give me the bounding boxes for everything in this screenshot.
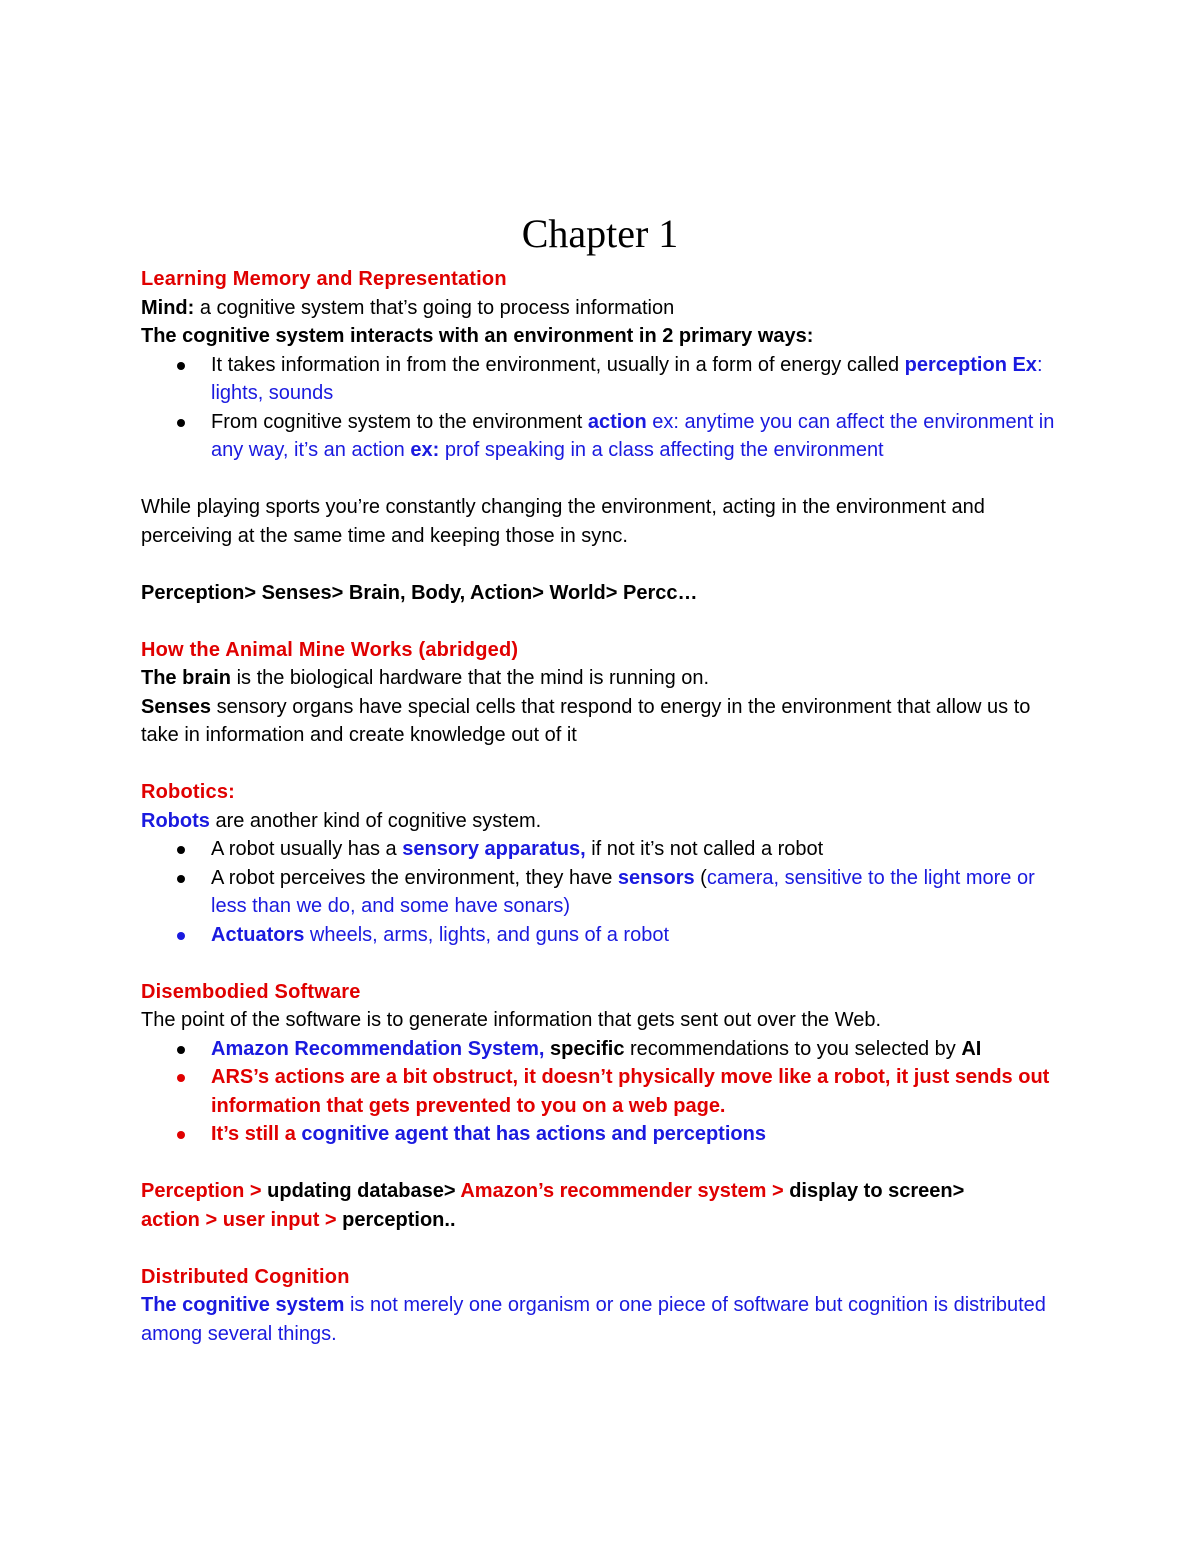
loop-action: action > user input > xyxy=(141,1208,343,1231)
action-example-2: prof speaking in a class affecting the environment xyxy=(439,439,884,461)
ars-actions-text: ARS’s actions are a bit obstruct, it doesn’t physically move like a robot, it just sends out information that gets prevented to you on a web page. xyxy=(211,1066,1050,1117)
cognitive-agent-text: cognitive agent that has actions and perceptions xyxy=(301,1123,766,1145)
cognitive-system-term: The cognitive system xyxy=(141,1294,345,1316)
loop-end: perception.. xyxy=(342,1208,456,1231)
document-body xyxy=(141,265,1061,1348)
sensory-apparatus-term: sensory apparatus, xyxy=(402,838,586,860)
section-heading-animal-mind: How the Animal Mine Works (abridged) xyxy=(141,638,519,661)
robots-term: Robots xyxy=(141,809,210,832)
perception-text: It takes information in from the environment, usually in a form of energy called xyxy=(211,353,905,376)
software-list xyxy=(141,1035,1061,1149)
recommender-loop xyxy=(141,1177,1061,1234)
specific-term: specific xyxy=(544,1037,625,1060)
section-heading-distributed: Distributed Cognition xyxy=(141,1265,350,1288)
sensors-term: sensors xyxy=(617,866,695,889)
still-text: It’s still a xyxy=(211,1123,302,1145)
list-item xyxy=(141,864,1061,921)
senses-term: Senses xyxy=(141,695,212,718)
bullet-icon xyxy=(177,362,185,370)
bullet-icon xyxy=(177,419,185,427)
loop-recommender: Amazon’s recommender system > xyxy=(455,1180,790,1202)
actuators-term: Actuators xyxy=(211,923,305,946)
list-item xyxy=(141,1035,1061,1064)
mind-definition xyxy=(141,294,1061,323)
brain-def: is the biological hardware that the mind is running on. xyxy=(231,667,710,689)
brain-term: The brain xyxy=(141,667,232,689)
list-item xyxy=(141,921,1061,950)
robot-b1-post: if not it’s not called a robot xyxy=(585,838,824,860)
actuators-example: wheels, arms, lights, and guns of a robot xyxy=(304,923,669,946)
list-item xyxy=(141,351,1061,408)
ars-term: Amazon Recommendation System, xyxy=(211,1037,545,1060)
list-item xyxy=(141,1063,1061,1120)
perception-example: : lights, sounds xyxy=(211,353,1043,404)
distributed-def: is not merely one organism or one piece of software but cognition is distributed among several things. xyxy=(141,1294,1046,1345)
robot-b2-pre: A robot perceives the environment, they have xyxy=(211,866,618,889)
action-text: From cognitive system to the environment xyxy=(211,410,588,433)
brain-definition xyxy=(141,664,1061,693)
robot-b1-pre: A robot usually has a xyxy=(211,838,403,860)
perception-term: perception Ex xyxy=(904,353,1037,376)
bullet-icon xyxy=(177,1074,185,1082)
bullet-icon xyxy=(177,1046,185,1054)
interacts-line: The cognitive system interacts with an environment in 2 primary ways: xyxy=(141,325,814,347)
list-item xyxy=(141,408,1061,465)
section-heading-robotics: Robotics: xyxy=(141,781,236,803)
software-intro: The point of the software is to generate information that gets sent out over the Web. xyxy=(141,1009,882,1031)
robots-definition xyxy=(141,807,1061,836)
page-title: Chapter 1 xyxy=(521,211,679,256)
loop-database: updating database> xyxy=(267,1180,456,1202)
section-heading-software: Disembodied Software xyxy=(141,980,361,1003)
sensors-example: camera, sensitive to the light more or less than we do, and some have sonars) xyxy=(211,866,1035,917)
senses-definition xyxy=(141,693,1061,750)
loop-perception: Perception > xyxy=(141,1180,268,1202)
list-item xyxy=(141,1120,1061,1149)
ars-post: recommendations to you selected by xyxy=(624,1037,962,1060)
ai-term: AI xyxy=(961,1037,982,1060)
mind-def: a cognitive system that’s going to process information xyxy=(194,296,675,319)
action-term: action xyxy=(587,410,647,433)
senses-def: sensory organs have special cells that respond to energy in the environment that allow us to take in information and create knowledge out of it xyxy=(141,695,1031,746)
bullet-icon xyxy=(177,875,185,883)
distributed-definition xyxy=(141,1291,1061,1348)
action-example: ex: anytime you can affect the environment in any way, it’s an action xyxy=(211,410,1055,461)
bullet-icon xyxy=(177,932,185,940)
mind-term: Mind: xyxy=(141,296,195,319)
perception-loop: Perception> Senses> Brain, Body, Action> World> Percc… xyxy=(141,581,698,604)
section-heading-learning: Learning Memory and Representation xyxy=(141,268,507,290)
action-ex-term: ex: xyxy=(410,439,440,461)
robot-b2-paren: ( xyxy=(694,866,707,889)
robots-def: are another kind of cognitive system. xyxy=(209,809,542,832)
list-item xyxy=(141,835,1061,864)
bullet-icon xyxy=(177,1131,185,1139)
sports-paragraph: While playing sports you’re constantly changing the environment, acting in the environment and perceiving at the same time and keeping those in sync. xyxy=(141,496,985,547)
robotics-list xyxy=(141,835,1061,949)
loop-display: display to screen> xyxy=(789,1180,965,1202)
ways-list xyxy=(141,351,1061,465)
bullet-icon xyxy=(177,846,185,854)
